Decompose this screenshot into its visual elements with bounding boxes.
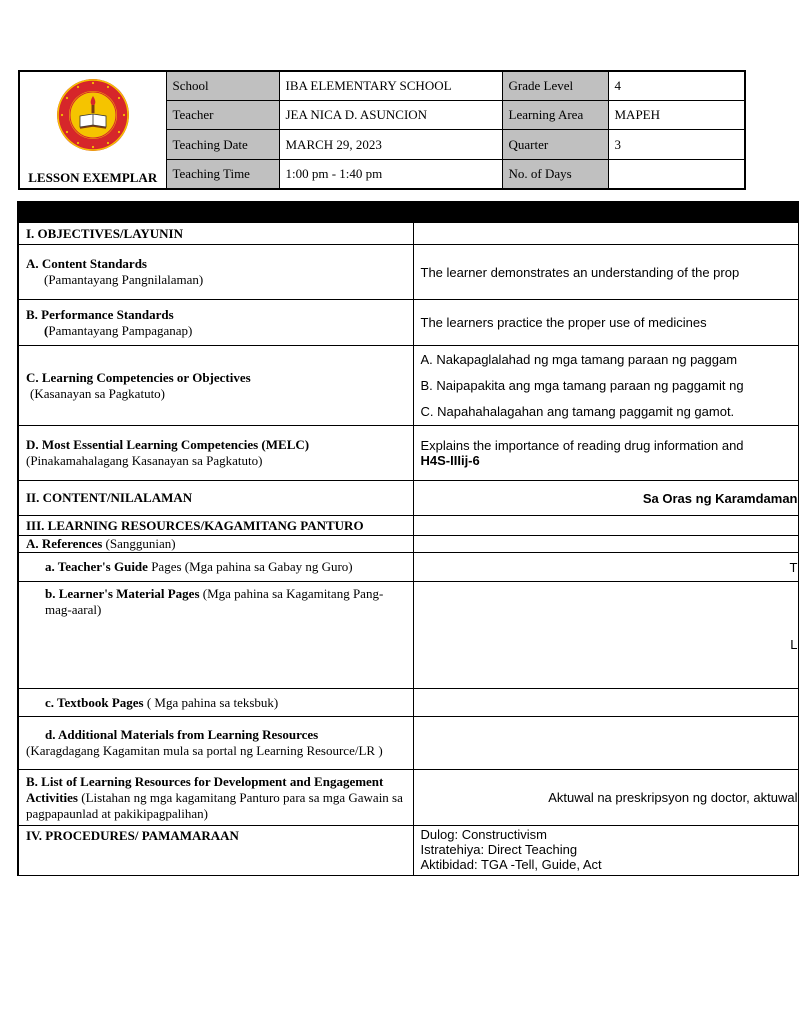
content-value: Sa Oras ng Karamdaman	[413, 481, 798, 516]
performance-standards-paren: (	[44, 322, 49, 338]
deped-seal-icon	[56, 78, 130, 152]
row-performance-standards	[18, 300, 798, 346]
competencies-value	[413, 346, 798, 426]
resources-title: III. LEARNING RESOURCES/KAGAMITANG PANTURO	[18, 516, 413, 536]
resources-value	[413, 516, 798, 536]
header-bar	[18, 202, 798, 223]
melc-label	[18, 426, 413, 481]
content-standards-title: A. Content Standards	[26, 256, 147, 271]
melc-code: H4S-IIIij-6	[420, 453, 480, 468]
competencies-subtitle: (Kasanayan sa Pagkatuto)	[30, 385, 166, 401]
no-of-days-value	[608, 159, 745, 189]
row-melc	[18, 426, 798, 481]
melc-text: Explains the importance of reading drug information and	[420, 438, 744, 453]
objectives-value	[413, 223, 798, 245]
melc-value	[413, 426, 798, 481]
lesson-exemplar-title: LESSON EXEMPLAR	[28, 170, 158, 185]
performance-standards-label	[18, 300, 413, 346]
grade-level-label: Grade Level	[502, 71, 608, 101]
teaching-date-value: MARCH 29, 2023	[279, 130, 502, 159]
row-content	[18, 481, 798, 516]
teachers-guide-subtitle: Pages (Mga pahina sa Gabay ng Guro)	[151, 559, 353, 574]
row-competencies	[18, 346, 798, 426]
list-resources-value: Aktuwal na preskripsyon ng doctor, aktuwal	[413, 770, 798, 826]
learning-area-value: MAPEH	[608, 101, 745, 130]
learning-area-label: Learning Area	[502, 101, 608, 130]
row-resources	[18, 516, 798, 536]
melc-subtitle: (Pinakamahalagang Kasanayan sa Pagkatuto)	[26, 453, 263, 468]
textbook-label	[18, 689, 413, 717]
textbook-subtitle: ( Mga pahina sa teksbuk)	[146, 694, 279, 710]
references-title: A. References	[26, 536, 103, 551]
row-list-resources	[18, 770, 798, 826]
learners-material-label	[18, 582, 413, 689]
row-learners-material	[18, 582, 798, 689]
quarter-label: Quarter	[502, 130, 608, 159]
grade-level-value: 4	[608, 71, 745, 101]
competencies-label	[18, 346, 413, 426]
learners-material-subtitle: (Mga pahina sa Kagamitang Pang-mag-aaral)	[45, 586, 384, 617]
melc-title: D. Most Essential Learning Competencies (MELC)	[26, 437, 310, 452]
school-label: School	[166, 71, 279, 101]
list-resources-title: B. List of Learning Resources for Development and Engagement Activities	[26, 773, 384, 805]
logo-cell	[19, 71, 166, 189]
no-of-days-label: No. of Days	[502, 159, 608, 189]
references-subtitle: (Sanggunian)	[105, 536, 176, 551]
content-standards-subtitle: (Pamantayang Pangnilalaman)	[44, 272, 204, 287]
objectives-title: I. OBJECTIVES/LAYUNIN	[18, 223, 413, 245]
teacher-label: Teacher	[166, 101, 279, 130]
procedure-line: Dulog: Constructivism	[420, 827, 547, 842]
teaching-time-value: 1:00 pm - 1:40 pm	[279, 159, 502, 189]
row-additional	[18, 717, 798, 770]
references-label	[18, 536, 413, 553]
teaching-date-label: Teaching Date	[166, 130, 279, 159]
procedures-title: IV. PROCEDURES/ PAMAMARAAN	[18, 826, 413, 876]
quarter-value: 3	[608, 130, 745, 159]
competency-item: B. Naipapakita ang mga tamang paraan ng paggamit ng	[420, 377, 744, 393]
additional-value	[413, 717, 798, 770]
content-title: II. CONTENT/NILALAMAN	[18, 481, 413, 516]
row-textbook	[18, 689, 798, 717]
teachers-guide-value: T	[413, 553, 798, 582]
procedure-line: Aktibidad: TGA -Tell, Guide, Act	[420, 857, 602, 872]
content-standards-value: The learner demonstrates an understanding of the prop	[413, 245, 798, 300]
additional-title: d. Additional Materials from Learning Resources	[45, 727, 319, 742]
row-content-standards	[18, 245, 798, 300]
references-value	[413, 536, 798, 553]
competency-item: A. Nakapaglalahad ng mga tamang paraan ng paggam	[420, 351, 738, 367]
competency-item: C. Napahahalagahan ang tamang paggamit ng gamot.	[420, 403, 735, 419]
learners-material-title: b. Learner's Material Pages	[45, 586, 200, 601]
procedure-line: Istratehiya: Direct Teaching	[420, 842, 578, 857]
school-value: IBA ELEMENTARY SCHOOL	[279, 71, 502, 101]
row-teachers-guide	[18, 553, 798, 582]
list-resources-label	[18, 770, 413, 826]
teachers-guide-title: a. Teacher's Guide	[45, 559, 148, 574]
content-standards-label	[18, 245, 413, 300]
textbook-value	[413, 689, 798, 717]
additional-label	[18, 717, 413, 770]
row-objectives	[18, 223, 798, 245]
learners-material-value: L	[413, 582, 798, 689]
textbook-title: c. Textbook Pages	[45, 694, 144, 710]
additional-subtitle: (Karagdagang Kagamitan mula sa portal ng Learning Resource/LR )	[26, 743, 383, 758]
teacher-value: JEA NICA D. ASUNCION	[279, 101, 502, 130]
teachers-guide-label	[18, 553, 413, 582]
row-references	[18, 536, 798, 553]
performance-standards-subtitle-text: Pamantayang Pampaganap)	[48, 322, 193, 338]
lesson-plan-table	[17, 201, 799, 876]
list-resources-subtitle: (Listahan ng mga kagamitang Panturo para sa mga Gawain sa pagpapaunlad at pakikipagpalihan)	[26, 789, 403, 821]
performance-standards-value: The learners practice the proper use of medicines	[413, 300, 798, 346]
performance-standards-title: B. Performance Standards	[26, 306, 174, 322]
lesson-header-table	[18, 70, 746, 190]
teaching-time-label: Teaching Time	[166, 159, 279, 189]
competencies-title: C. Learning Competencies or Objectives	[26, 369, 251, 385]
performance-standards-subtitle	[26, 323, 406, 339]
row-procedures	[18, 826, 798, 876]
procedures-value	[413, 826, 798, 876]
